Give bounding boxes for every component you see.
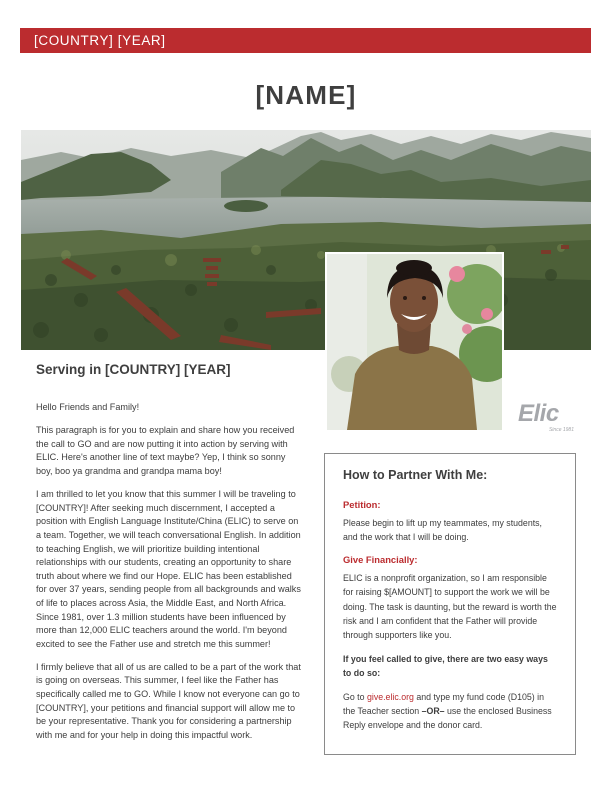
hero-landscape-image (21, 130, 591, 350)
banner-text: [COUNTRY] [YEAR] (34, 33, 166, 48)
letter-body (36, 401, 304, 752)
elic-logo-since: Since 1981 (548, 427, 574, 433)
portrait-photo (325, 252, 504, 432)
petition-text: Please begin to lift up my teammates, my students, and the work that I will be doing. (343, 518, 542, 543)
letter-paragraph-3: I firmly believe that all of us are called to be a part of the work that is going on overseas. This summer, I feel like the Father has specifically called me to GO. While I know not everyone can go to [COUNTRY], your petitions and financial support will allow me to be your representative. Thank you for considering a partnership with me and for your help in doing this impactful work. (36, 661, 301, 740)
letter-greeting: Hello Friends and Family! (36, 402, 140, 412)
go-to-text: Go to (343, 691, 367, 702)
envelope-text: use the enclosed Business Reply envelope and the donor card. (343, 706, 552, 731)
letter-paragraph-2: I am thrilled to let you know that this summer I will be traveling to [COUNTRY]! After seeking much discernment, I accepted a position with English Language Institute/China (ELIC) to serve on a team. Together, we will teach conversational English. In addition to teaching English, we will prioritize building intentional relationships with our students, creating an opportunity to share truth about where we find our Hope. ELIC has been established for over 37 years, sending people from all backgrounds and walks of life to places across Asia, the Middle East, and North Africa. Since 1981, over 1.3 million students have been influenced by more than 12,000 ELIC teachers around the world. I'm beyond excited to see the Father use and stretch me this summer! (36, 489, 301, 649)
elic-logo (518, 400, 578, 436)
petition-heading: Petition: (343, 499, 381, 510)
partner-box (324, 453, 576, 755)
or-separator: –OR– (421, 706, 445, 717)
elic-logo-wordmark: Elic (518, 400, 559, 427)
page-title: [NAME] (255, 80, 357, 110)
ways-to-give-text: If you feel called to give, there are two easy ways to do so: (343, 653, 548, 679)
fund-code-text: and type my fund code (D105) in the Teacher section (343, 691, 544, 717)
letter-paragraph-1: This paragraph is for you to explain and share how you received the call to GO and are now putting it into action by serving with ELIC. Here's another line of text maybe? Yep, I think so sonny boy, boo ya grandma and grandpa mama boy! (36, 425, 295, 476)
partner-title: How to Partner With Me: (343, 468, 488, 482)
header-banner (20, 28, 591, 53)
section-heading: Serving in [COUNTRY] [YEAR] (36, 362, 231, 377)
give-text: ELIC is a nonprofit organization, so I am responsible for raising $[AMOUNT] to support the work we will be doing. The task is daunting, but the reward is worth the risk and I am confident that the Father will provide through supporters like you. (343, 572, 557, 641)
give-link[interactable]: give.elic.org (366, 691, 414, 702)
give-heading: Give Financially: (343, 553, 418, 565)
give-instructions (343, 690, 557, 733)
